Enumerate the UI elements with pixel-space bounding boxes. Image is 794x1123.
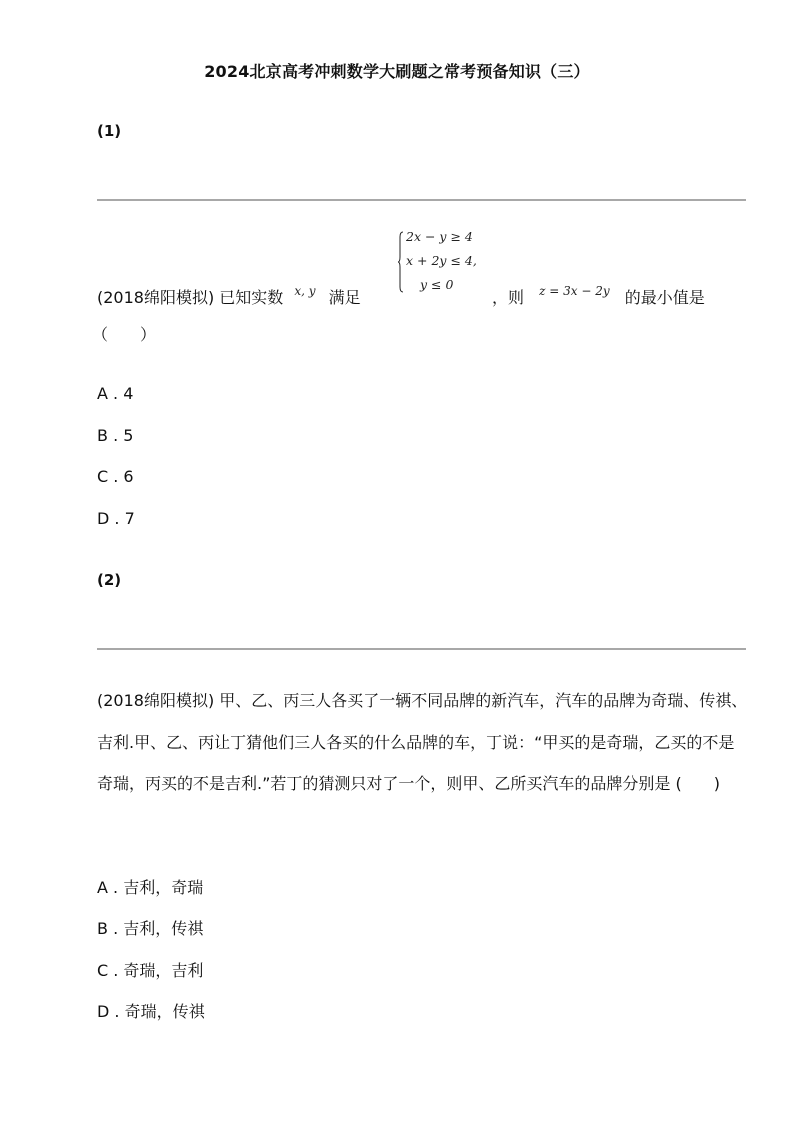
q2-option-b: B . 吉利，传祺 bbox=[97, 919, 204, 938]
question-2-stem: (2018绵阳模拟) 甲、乙、丙三人各买了一辆不同品牌的新汽车，汽车的品牌为奇瑞、传祺、吉利.甲、乙、丙让丁猜他们三人各买的什么品牌的车，丁说：“甲买的是奇瑞，乙买的不是奇瑞，丙买的不是吉利.”若丁的猜测只对了一个，则甲、乙所买汽车的品牌分别是 ( ) bbox=[97, 691, 748, 793]
q1-inequality-system bbox=[398, 229, 488, 299]
q2-option-c: C . 奇瑞，吉利 bbox=[97, 961, 204, 980]
question-2-number: (2) bbox=[97, 571, 122, 589]
q1-then-label: ，则 bbox=[492, 288, 525, 307]
q1-source-prefix: (2018绵阳模拟) 已知实数 bbox=[97, 288, 284, 307]
document-title: 2024北京高考冲刺数学大刷题之常考预备知识（三） bbox=[204, 62, 590, 81]
q1-inequality-3: y ≤ 0 bbox=[420, 277, 454, 292]
q2-option-a: A . 吉利，奇瑞 bbox=[97, 878, 204, 897]
question-1-stem bbox=[97, 284, 361, 310]
question-1-stem-tail bbox=[492, 284, 705, 310]
q1-min-value-label: 的最小值是 bbox=[624, 288, 705, 307]
q1-inequality-2: x + 2y ≤ 4, bbox=[406, 253, 477, 268]
q1-option-d: D . 7 bbox=[97, 509, 135, 528]
question-2-divider bbox=[97, 648, 746, 650]
q1-option-b: B . 5 bbox=[97, 426, 134, 445]
left-brace-icon bbox=[398, 231, 404, 293]
q1-option-c: C . 6 bbox=[97, 467, 134, 486]
question-1-number: (1) bbox=[97, 122, 122, 140]
question-1-divider bbox=[97, 199, 746, 201]
q1-objective-expression: z = 3x − 2y bbox=[539, 284, 610, 298]
q1-inequality-1: 2x − y ≥ 4 bbox=[406, 229, 473, 244]
q1-option-a: A . 4 bbox=[97, 384, 134, 403]
q1-answer-paren: （ ） bbox=[92, 325, 157, 344]
q2-option-d: D . 奇瑞，传祺 bbox=[97, 1002, 205, 1021]
q1-variables: x, y bbox=[294, 284, 316, 298]
q1-satisfies-label: 满足 bbox=[328, 288, 361, 307]
